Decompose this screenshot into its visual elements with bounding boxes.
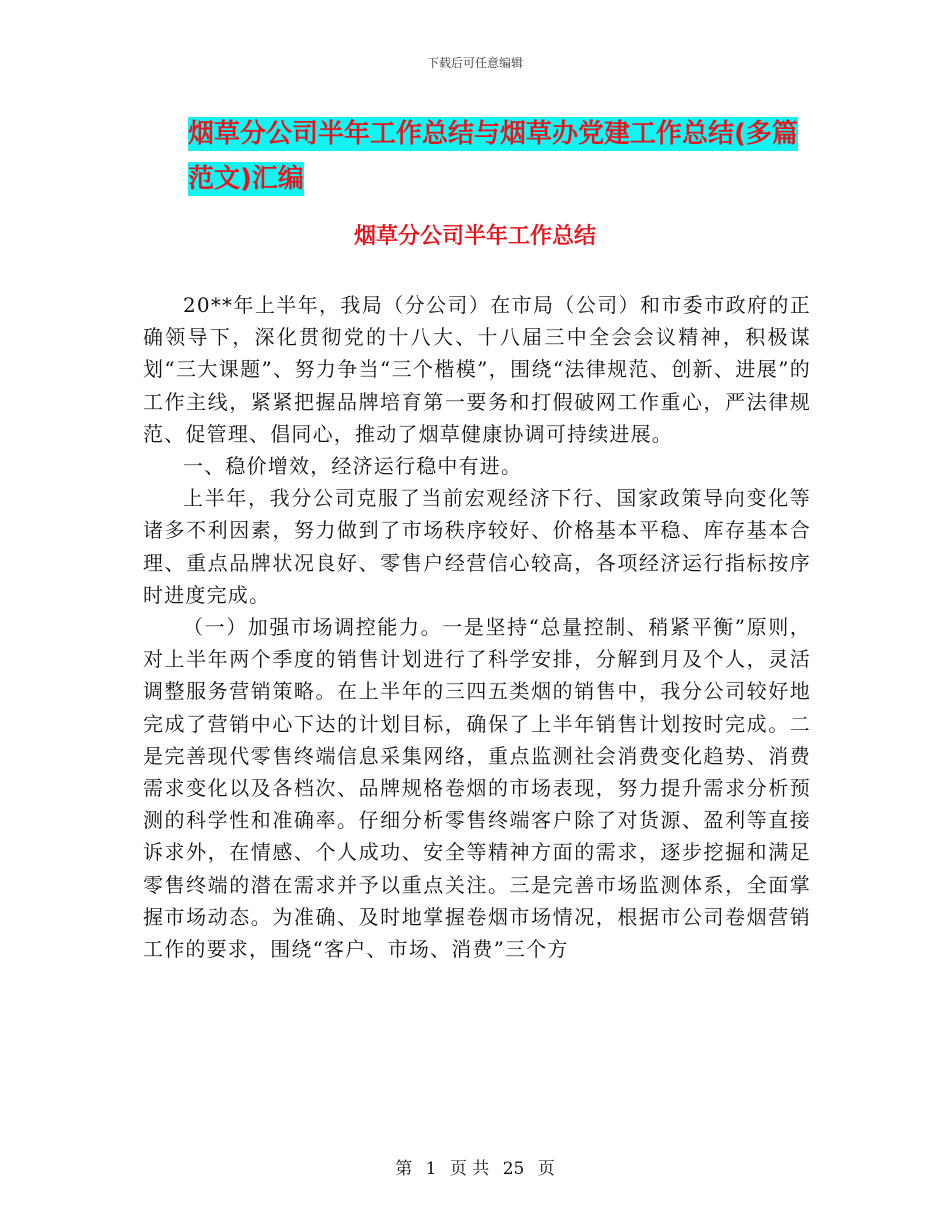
footer-suffix: 页 bbox=[537, 1159, 555, 1179]
footer-prefix: 第 bbox=[395, 1159, 413, 1179]
footer-middle: 页 共 bbox=[449, 1159, 490, 1179]
paragraph: 一、稳价增效，经济运行稳中有进。 bbox=[183, 454, 523, 479]
body-text bbox=[143, 289, 811, 965]
paragraph: 20**年上半年，我局（分公司）在市局（公司）和市委市政府的正确领导下，深化贯彻党的十八大、十八届三中全会会议精神，积极谋划“三大课题”、努力争当“三个楷模”，围绕“法律规范、创新、进展”的工作主线，紧紧把握品牌培育第一要务和打假破网工作重心，严法律规范、促管理、倡同心，推动了烟草健康协调可持续进展。 bbox=[143, 293, 811, 446]
paragraph: （一）加强市场调控能力。一是坚持“总量控制、稍紧平衡”原则，对上半年两个季度的销售计划进行了科学安排，分解到月及个人，灵活调整服务营销策略。在上半年的三四五类烟的销售中，我分公司较好地完成了营销中心下达的计划目标，确保了上半年销售计划按时完成。二是完善现代零售终端信息采集网络，重点监测社会消费变化趋势、消费需求变化以及各档次、品牌规格卷烟的市场表现，努力提升需求分析预测的科学性和准确率。仔细分析零售终端客户除了对货源、盈利等直接诉求外，在情感、个人成功、安全等精神方面的需求，逐步挖掘和满足零售终端的潜在需求并予以重点关注。三是完善市场监测体系，全面掌握市场动态。为准确、及时地掌握卷烟市场情况，根据市公司卷烟营销工作的要求，围绕“客户、市场、消费”三个方 bbox=[143, 615, 811, 962]
total-page-count: 25 bbox=[502, 1159, 525, 1179]
document-title-text: 烟草分公司半年工作总结与烟草办党建工作总结(多篇范文)汇编 bbox=[188, 119, 798, 194]
current-page-number: 1 bbox=[425, 1159, 437, 1179]
paragraph: 上半年，我分公司克服了当前宏观经济下行、国家政策导向变化等诸多不利因素，努力做到了市场秩序较好、价格基本平稳、库存基本合理、重点品牌状况良好、零售户经营信心较高，各项经济运行指标按序时进度完成。 bbox=[143, 486, 811, 607]
section-title: 烟草分公司半年工作总结 bbox=[353, 224, 596, 249]
document-title bbox=[188, 112, 818, 202]
page-footer bbox=[0, 1154, 950, 1179]
header-note: 下载后可任意编辑 bbox=[426, 56, 523, 70]
